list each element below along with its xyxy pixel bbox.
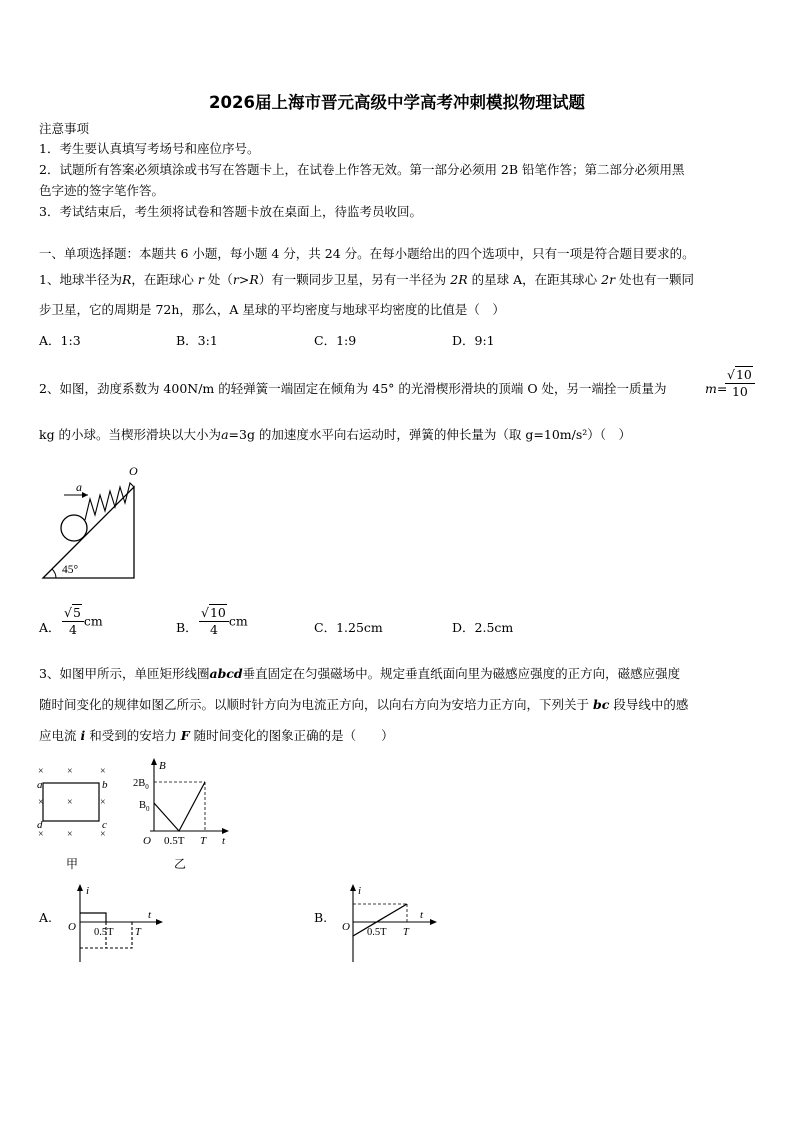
q3-option-b-label: B. [314,910,328,925]
q3-text: 随时间变化的图象正确的是（ ） [193,728,394,743]
field-cross: × [100,829,106,840]
caption-yi: 乙 [174,857,187,871]
notice-item-2-cont: 色字迹的签字笔作答。 [39,183,165,198]
q2-mass-symbol: m= [705,381,728,396]
tick-T: T [403,927,409,938]
q1-text: 的星球 A，在距其球心 [471,272,598,287]
label-O: O [129,464,138,478]
field-crosses [38,766,106,840]
tick-half-T: 0.5T [164,835,185,847]
q2-option-b [176,618,198,638]
label-d: d [37,819,43,831]
unit: cm [228,613,248,629]
ball [61,515,87,541]
tick-subscript: 0 [145,783,149,791]
notice-item-3: 3．考试结束后，考生须将试卷和答题卡放在桌面上，待监考员收回。 [39,204,422,219]
q1-var-R: R [121,272,132,287]
wedge-shape [43,487,134,578]
q3-line2 [39,695,688,715]
y-axis-arrow [77,884,83,891]
sqrt-radicand: 5 [72,605,81,620]
sqrt-sign: √ [64,605,72,620]
angle-arc [52,569,56,578]
tick-half-T: 0.5T [94,927,114,938]
x-axis-arrow [156,919,163,925]
q3-var-bc: bc [593,697,610,712]
section-heading: 一、单项选择题：本题共 6 小题，每小题 4 分，共 24 分。在每小题给出的四个选项中，只有一项是符合题目要求的。 [39,246,695,261]
option-label: B． [176,620,198,635]
page-title: 2026届上海市晋元高级中学高考冲刺模拟物理试题 [209,93,585,112]
current-segment-1 [80,913,106,922]
tick-T: T [135,927,141,938]
q2-option-b-value [199,605,248,638]
label-c: c [102,819,107,831]
arrow-head [82,492,88,498]
q1-text: ）有一颗同步卫星，另有一半径为 [258,272,447,287]
q2-option-c: C．1.25cm [314,620,383,635]
q1-var-2R: 2R [450,272,468,287]
q1-line1 [39,270,694,290]
fraction-denominator: 4 [209,622,218,637]
origin-O: O [68,921,76,933]
q1-gt: > [238,272,250,287]
field-cross: × [38,797,44,808]
sqrt-radicand: 10 [209,605,226,620]
axis-label-i: i [86,885,90,897]
q3-text: 应电流 [39,728,77,743]
q1-text: 处也有一颗同 [619,272,695,287]
option-label: A． [39,620,61,635]
q3-var-F: F [180,728,190,743]
q3-text: 段导线中的感 [613,697,689,712]
x-axis-arrow [222,828,229,834]
tick-subscript: 0 [146,805,150,813]
q3-option-b-graph [340,882,440,964]
q1-option-c: C．1:9 [314,333,357,348]
axis-label-t: t [148,909,152,921]
q3-text: 随时间变化的规律如图乙所示。以顺时针方向为电流正方向，以向右方向为安培力正方向，下列关于 [39,697,590,712]
q2-mass-fraction [725,367,755,400]
fraction [62,605,84,638]
unit: cm [83,613,103,629]
origin-O: O [143,835,151,847]
q1-var-R: R [249,272,259,287]
sqrt-sign: √ [727,367,735,382]
fraction-numerator [62,605,84,622]
y-axis-arrow [350,884,356,891]
spring [85,483,134,520]
label-angle: 45° [62,564,79,576]
label-b: b [102,779,108,791]
q1-option-a: A．1:3 [39,333,81,348]
q1-var-r: r [232,272,239,287]
q3-var-abcd: abcd [209,666,243,681]
axis-label-i: i [358,885,362,897]
q3-line1 [39,664,680,684]
q2-text: =3g 的加速度水平向右运动时，弹簧的伸长量为（取 g=10m/s²）（ ） [228,427,632,442]
label-a: a [37,779,43,791]
fraction [725,367,755,400]
q2-line1: 2、如图，劲度系数为 400N/m 的轻弹簧一端固定在倾角为 45° 的光滑楔形滑块的顶端 O 处，另一端拴一质量为 [39,381,667,396]
axis-label-t: t [420,909,424,921]
q1-var-r: r [197,272,204,287]
q2-option-a [39,618,61,638]
sqrt-radicand: 10 [735,367,752,382]
tick-T: T [200,835,207,847]
notice-item-2: 2．试题所有答案必须填涂或书写在答题卡上，在试卷上作答无效。第一部分必须用 2B 铅笔作答；第二部分必须用黑 [39,162,685,177]
notice-item-1: 1．考生要认真填写考场号和座位序号。 [39,141,260,156]
notice-heading: 注意事项 [39,121,90,136]
q2-wedge-figure [38,460,148,584]
sqrt-sign: √ [201,605,209,620]
caption-jia: 甲 [66,857,79,871]
tick-text: 2B [133,778,146,789]
field-cross: × [67,766,73,777]
field-cross: × [67,829,73,840]
label-a: a [76,480,82,494]
axis-label-B: B [159,760,166,772]
q2-option-d: D．2.5cm [452,620,514,635]
origin-O: O [342,921,350,933]
q1-var-2r: 2r [601,272,616,287]
q3-figure-jia [34,760,120,872]
x-axis-arrow [430,919,437,925]
q2-text: kg 的小球。当楔形滑块以大小为 [39,427,222,442]
q3-text: 垂直固定在匀强磁场中。规定垂直纸面向里为磁感应强度的正方向，磁感应强度 [242,666,681,681]
q1-option-d: D．9:1 [452,333,495,348]
q3-var-i: i [80,728,86,743]
fraction-numerator [725,367,755,384]
q2-mass-label [705,379,727,399]
field-cross: × [67,797,73,808]
q3-text: 和受到的安培力 [89,728,177,743]
fraction-denominator: 10 [731,384,748,399]
q1-text: 1、地球半径为 [39,272,122,287]
q1-text: ，在距球心 [131,272,194,287]
axis-label-t: t [222,835,226,847]
q3-line3 [39,726,394,746]
q3-text: 3、如图甲所示，单匝矩形线圈 [39,666,210,681]
q3-figure-yi [128,756,238,874]
q3-option-a-graph [64,882,164,964]
q2-var-a: a [221,427,229,442]
q2-line2 [39,425,631,445]
q3-option-a-label: A. [39,910,53,925]
y-axis-arrow [151,758,157,765]
tick-2B0 [133,778,149,791]
field-cross: × [38,829,44,840]
fraction-denominator: 4 [68,622,77,637]
tick-text: B [139,800,147,811]
q2-option-a-value [62,605,103,638]
field-cross: × [38,766,44,777]
fraction-numerator [199,605,229,622]
B-curve [154,782,205,831]
q1-line2: 步卫星，它的周期是 72h，那么，A 星球的平均密度与地球平均密度的比值是（ ） [39,302,505,317]
q1-text: 处（ [207,272,233,287]
tick-half-T: 0.5T [367,927,387,938]
field-cross: × [100,797,106,808]
field-cross: × [100,766,106,777]
q1-option-b: B．3:1 [176,333,218,348]
fraction [199,605,229,638]
tick-B0 [139,800,150,813]
